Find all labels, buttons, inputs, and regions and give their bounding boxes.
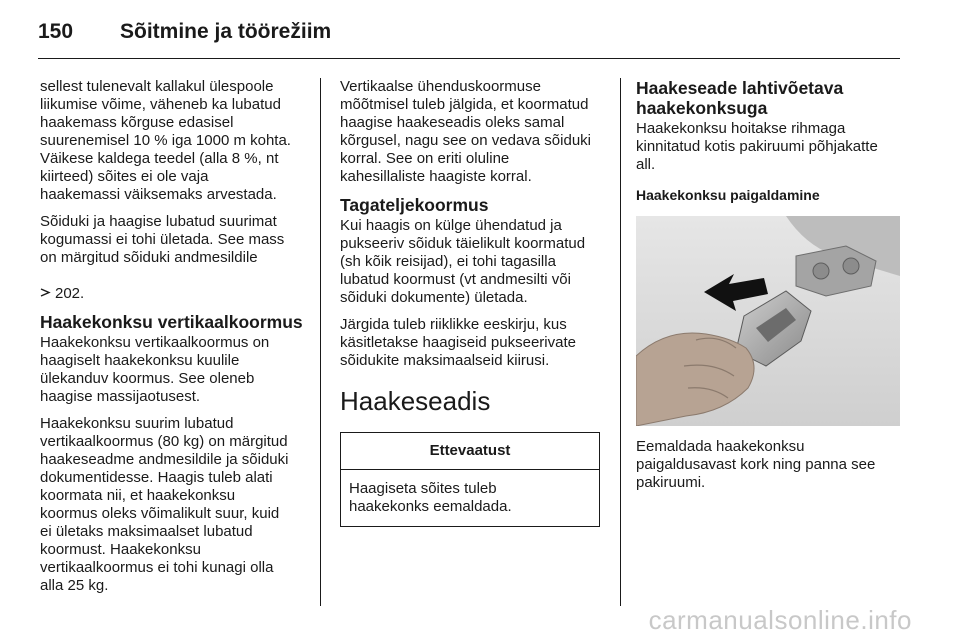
column-3 [636,78,904,501]
page-header [38,20,900,60]
towbar-installation-photo [636,216,900,426]
column-divider-left [320,78,321,606]
paragraph-rear-axle-load: Kui haagis on külge ühendatud ja pukseeriv sõiduk täielikult koormatud (sh kõik reisijad), ei tohi tagasilla lubatud koormust (vt andmesilti või sõiduki dokumente) ületada. [340,217,586,306]
paragraph-speed-regulations: Järgida tuleb riiklikke eeskirju, kus käsitletakse haagiseid pukseerivate sõidukite maksimaalseid kiirusi. [340,316,576,369]
caution-text: Haagiseta sõites tuleb haakekonks eemaldada. [349,480,512,515]
section-title-towing-equipment: Haakeseadis [340,386,491,416]
page-number: 150 [38,20,74,43]
subheading-hook-installation: Haakekonksu paigaldamine [636,187,820,203]
paragraph-coupling-height: Vertikaalse ühenduskoormuse mõõtmisel tuleb jälgida, et koormatud haagise haakeseadis oleks samal kõrgusel, nagu see on vedava sõiduki korral. See on eriti oluline kahesillaliste haagiste korral. [340,78,592,185]
running-title: Sõitmine ja töörežiim [120,20,332,43]
column-2 [340,78,604,527]
paragraph-hook-storage: Haakekonksu hoitakse rihmaga kinnitatud kotis pakiruumi põhjakatte all. [636,120,878,173]
column-divider-right [620,78,621,606]
caution-title: Ettevaatust [341,433,599,470]
heading-rear-axle-load: Tagateljekoormus [340,195,489,215]
paragraph-towing-mass: sellest tulenevalt kallakul ülespoole liikumise võime, väheneb ka lubatud haakemass kõrguse edasisel suurenemisel 10 % iga 1000 m kohta. Väikese kaldega teedel (alla 8 %, nt kiirteed) sõites ei ole vaja haakemassi väiksemaks arvestada. [40,78,291,203]
reference-arrow-icon [40,267,51,303]
page-reference-link[interactable]: 202. [55,285,85,302]
paragraph-vertical-load-def: Haakekonksu vertikaalkoormus on haagiselt haakekonksu kuulile ülekanduv koormus. See oleneb haagise massijaotusest. [40,334,270,405]
gross-mass-text: Sõiduki ja haagise lubatud suurimat kogumassi ei tohi ületada. See mass on märgitud sõiduki andmesildile [40,213,285,266]
heading-vertical-load: Haakekonksu vertikaalkoormus [40,312,303,332]
column-1 [40,78,308,604]
watermark: carmanualsonline.info [648,605,912,635]
paragraph-vertical-load-max: Haakekonksu suurim lubatud vertikaalkoormus (80 kg) on märgitud haakeseadme andmesildile ja sõiduki dokumentidesse. Haagis tuleb alati koormata nii, et haakekonksu koormus oleks võimalikult suur, kuid ei ületaks maksimaalset lubatud koormust. Haakekonksu vertikaalkoormus ei tohi kunagi olla alla 25 kg. [40,415,289,594]
heading-detachable-hook: Haakeseade lahtivõetava haakekonksuga [636,78,844,118]
header-rule [38,58,900,59]
paragraph-gross-mass [40,213,308,303]
caution-box [340,432,600,527]
paragraph-remove-cap: Eemaldada haakekonksu paigaldusavast kork ning panna see pakiruumi. [636,438,876,491]
